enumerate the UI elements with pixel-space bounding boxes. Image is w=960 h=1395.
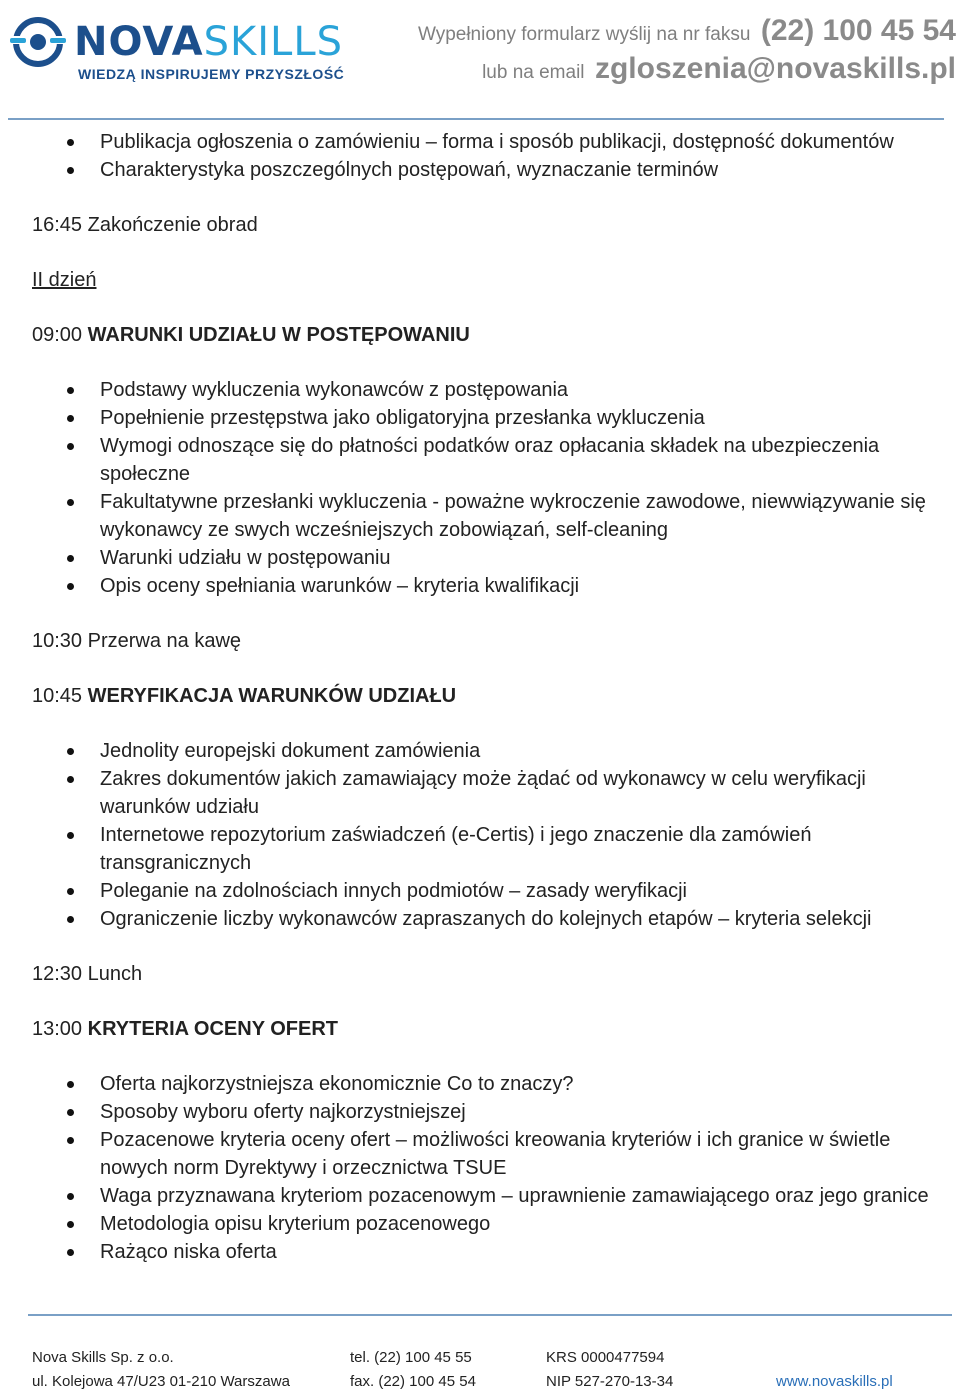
header-contact bbox=[418, 14, 956, 92]
fax-label: Wypełniony formularz wyślij na nr faksu bbox=[417, 24, 751, 45]
footer-address: ul. Kolejowa 47/U23 01-210 Warszawa bbox=[32, 1373, 290, 1390]
bullet-icon bbox=[67, 748, 74, 755]
section-heading: 09:00 WARUNKI UDZIAŁU W POSTĘPOWANIU bbox=[32, 324, 470, 346]
bullet-icon bbox=[67, 1109, 74, 1116]
intro-list bbox=[32, 128, 942, 184]
list-item: Waga przyznawana kryteriom pozacenowym – uprawnienie zamawiającego oraz jego granice bbox=[32, 1182, 942, 1210]
bullet-icon bbox=[67, 499, 74, 506]
header-divider bbox=[8, 118, 944, 120]
list-item: Opis oceny spełniania warunków – kryteria kwalifikacji bbox=[32, 572, 942, 600]
bullet-icon bbox=[67, 1137, 74, 1144]
section-heading: 10:45 WERYFIKACJA WARUNKÓW UDZIAŁU bbox=[32, 685, 457, 707]
bullet-icon bbox=[67, 443, 74, 450]
footer-company: Nova Skills Sp. z o.o. bbox=[32, 1349, 174, 1366]
coffee-break: 10:30 Przerwa na kawę bbox=[32, 630, 242, 652]
bullet-icon bbox=[67, 583, 74, 590]
footer-krs: KRS 0000477594 bbox=[546, 1349, 665, 1366]
footer-nip: NIP 527-270-13-34 bbox=[546, 1373, 674, 1390]
logo-tagline: WIEDZĄ INSPIRUJEMY PRZYSZŁOŚĆ bbox=[78, 66, 345, 82]
email-address[interactable]: zgloszenia@novaskills.pl bbox=[594, 52, 956, 85]
list-item: Poleganie na zdolnościach innych podmiotów – zasady weryfikacji bbox=[32, 877, 942, 905]
bullet-icon bbox=[67, 1193, 74, 1200]
bullet-icon bbox=[67, 555, 74, 562]
list-item: Zakres dokumentów jakich zamawiający może żądać od wykonawcy w celu weryfikacji warunków udziału bbox=[32, 765, 942, 821]
section1-list bbox=[32, 376, 942, 600]
bullet-icon bbox=[67, 1221, 74, 1228]
list-item: Sposoby wyboru oferty najkorzystniejszej bbox=[32, 1098, 942, 1126]
list-item: Ograniczenie liczby wykonawców zapraszanych do kolejnych etapów – kryteria selekcji bbox=[32, 905, 942, 933]
bullet-icon bbox=[67, 916, 74, 923]
end-day1: 16:45 Zakończenie obrad bbox=[32, 214, 258, 236]
section3-list bbox=[32, 1070, 942, 1266]
list-item: Fakultatywne przesłanki wykluczenia - poważne wykroczenie zawodowe, niewwiązywanie się wykonawcy ze swych wcześniejszych zobowiązań, self-cleaning bbox=[32, 488, 942, 544]
logo-wordmark: NOVASKILLS bbox=[74, 19, 343, 65]
agenda-content bbox=[32, 128, 942, 1266]
footer-divider bbox=[28, 1314, 952, 1316]
bullet-icon bbox=[67, 415, 74, 422]
page-header bbox=[0, 0, 960, 120]
bullet-icon bbox=[67, 832, 74, 839]
list-item: Rażąco niska oferta bbox=[32, 1238, 942, 1266]
list-item: Metodologia opisu kryterium pozacenowego bbox=[32, 1210, 942, 1238]
bullet-icon bbox=[67, 139, 74, 146]
footer-fax: fax. (22) 100 45 54 bbox=[350, 1373, 476, 1390]
email-label: lub na email bbox=[482, 62, 585, 83]
list-item: Charakterystyka poszczególnych postępowań, wyznaczanie terminów bbox=[32, 156, 942, 184]
bullet-icon bbox=[67, 1081, 74, 1088]
bullet-icon bbox=[67, 888, 74, 895]
bullet-icon bbox=[67, 387, 74, 394]
list-item: Internetowe repozytorium zaświadczeń (e-Certis) i jego znaczenie dla zamówień transgranicznych bbox=[32, 821, 942, 877]
footer-website-link[interactable]: www.novaskills.pl bbox=[776, 1373, 893, 1390]
day2-heading: II dzień bbox=[32, 269, 97, 291]
list-item: Warunki udziału w postępowaniu bbox=[32, 544, 942, 572]
bullet-icon bbox=[67, 1249, 74, 1256]
list-item: Oferta najkorzystniejsza ekonomicznie Co to znaczy? bbox=[32, 1070, 942, 1098]
list-item: Wymogi odnoszące się do płatności podatków oraz opłacania składek na ubezpieczenia społeczne bbox=[32, 432, 942, 488]
list-item: Jednolity europejski dokument zamówienia bbox=[32, 737, 942, 765]
list-item: Publikacja ogłoszenia o zamówieniu – forma i sposób publikacji, dostępność dokumentów bbox=[32, 128, 942, 156]
section-heading: 13:00 KRYTERIA OCENY OFERT bbox=[32, 1018, 339, 1040]
logo-eye-icon bbox=[8, 14, 68, 74]
fax-number: (22) 100 45 54 bbox=[760, 14, 956, 47]
list-item: Pozacenowe kryteria oceny ofert – możliwości kreowania kryteriów i ich granice w świetle nowych norm Dyrektywy i orzecznictwa TSUE bbox=[32, 1126, 942, 1182]
list-item: Popełnienie przestępstwa jako obligatoryjna przesłanka wykluczenia bbox=[32, 404, 942, 432]
novaskills-logo bbox=[8, 14, 353, 84]
lunch-break: 12:30 Lunch bbox=[32, 963, 143, 985]
footer-tel: tel. (22) 100 45 55 bbox=[350, 1349, 472, 1366]
section2-list bbox=[32, 737, 942, 933]
list-item: Podstawy wykluczenia wykonawców z postępowania bbox=[32, 376, 942, 404]
bullet-icon bbox=[67, 776, 74, 783]
bullet-icon bbox=[67, 167, 74, 174]
